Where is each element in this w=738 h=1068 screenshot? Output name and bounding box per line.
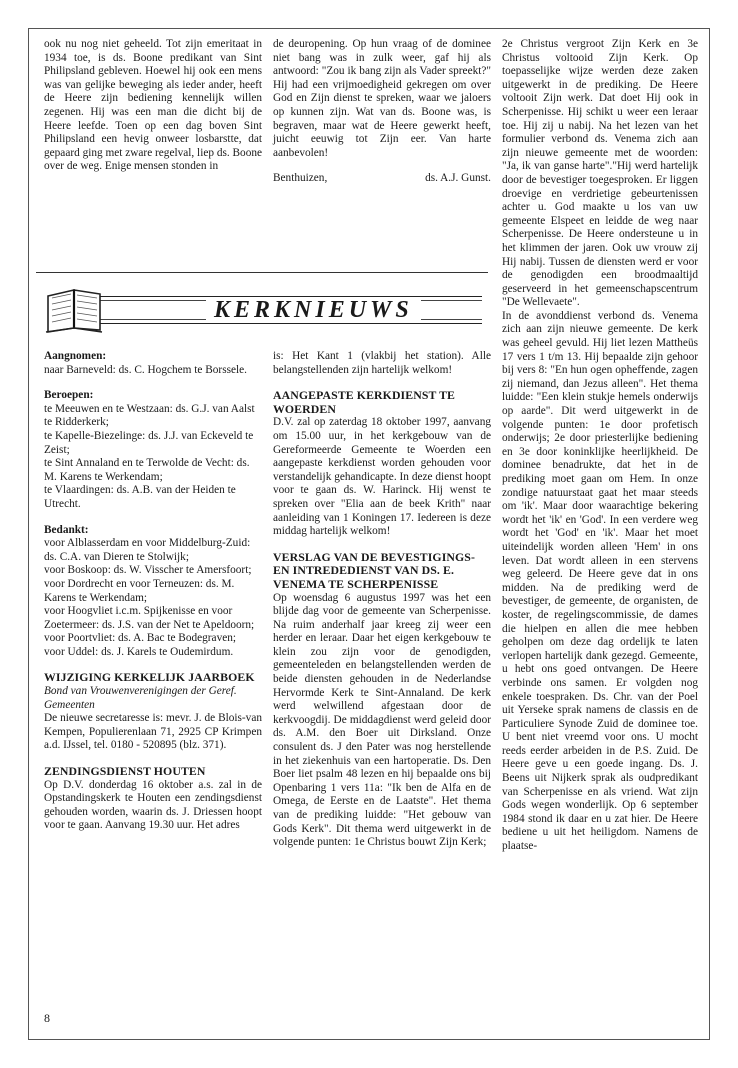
- zendingsdienst-continuation-paragraph: is: Het Kant 1 (vlakbij het station). Alle belangstellenden zijn hartelijk welkom!: [273, 350, 491, 376]
- list-item: voor Boskoop: ds. W. Visscher te Amersfoort;: [44, 564, 252, 577]
- section-banner-title: KERKNIEUWS: [206, 297, 421, 323]
- beroepen-section: [44, 389, 262, 511]
- verslag-paragraph: Op woensdag 6 augustus 1997 was het een blijde dag voor de gemeente van Scherpenisse. Na ruim anderhalf jaar kreeg zij weer een herder en leraar. Daar het eigen kerkgebouw te klein zou zijn voor de genodigden, gemeenteleden en belangstellenden werden de beide diensten gehouden in de Nederlandse Hervormde Kerk te Sint-Annaland. De kerk werd welwillend afgestaan door de kerkvoogdij. De middagdienst werd geleid door ds. A.M. den Boer uit Dirksland. Onze consulent ds. J den Pater was nog herstellende in het ziekenhuis van een hartoperatie. Ds. Den Boer liet psalm 48 lezen en hij bepaalde ons bij Openbaring 1 vers 11a: "Ik ben de Alfa en de Omega, de Eerste en de Laatste". Het thema van de prediking luidde: "Het gebouw van Gods Kerk". Dit thema werd uitgewerkt in de volgende punten: 1e Christus bouwt Zijn Kerk;: [273, 591, 491, 849]
- zendingsdienst-continuation: [273, 350, 491, 377]
- column-left: [44, 350, 262, 845]
- aangepaste-paragraph: D.V. zal op zaterdag 18 oktober 1997, aanvang om 15.00 uur, in het kerkgebouw van de Gereformeerde Gemeente te Woerden een aangepaste kerkdienst worden gehouden voor verstandelijk gehandicapte. In deze dienst hoopt voor te gaan ds. W. Harinck. Hij wenst te spreken over "Elia aan de beek Krith" naar aanleiding van 1 Koningen 17. Iedereen is deze middag hartelijk welkom!: [273, 416, 491, 538]
- section-divider: [36, 272, 488, 273]
- verslag-section: [273, 551, 491, 850]
- signature-place: Benthuizen,: [273, 172, 328, 185]
- list-item: voor Hoogvliet i.c.m. Spijkenisse en voor Zoetermeer: ds. J.S. van der Net te Apeldoorn;: [44, 605, 255, 631]
- article-continuation-paragraph: ook nu nog niet geheeld. Tot zijn emeritaat in 1934 toe, is ds. Boone predikant van Sint Philipsland gebleven. Hoewel hij ook een mens was van gelijke beweging als ieder ander, heeft de Heere zijn bediening kennelijk willen zegenen. Hij was een man die dicht bij de Heere leefde. Toen op een dag boven Sint Philipsland een hevig onweer losbarstte, dat gepaard ging met zware regelval, liep ds. Boone over de weg. Enige mensen stonden in: [44, 38, 263, 173]
- kerknieuws-banner: [36, 282, 488, 336]
- list-item: te Kapelle-Biezelinge: ds. J.J. van Eckeveld te Zeist;: [44, 429, 254, 456]
- verslag-heading: VERSLAG VAN DE BEVESTIGINGS- EN INTREDEDIENST VAN DS. E. VENEMA TE SCHERPENISSE: [273, 549, 475, 591]
- list-item: te Meeuwen en te Westzaan: ds. G.J. van Aalst te Ridderkerk;: [44, 402, 255, 429]
- column-middle: [273, 350, 491, 862]
- column-top-middle: [273, 38, 491, 186]
- zendingsdienst-heading: ZENDINGSDIENST HOUTEN: [44, 764, 206, 779]
- bedankt-section: [44, 524, 262, 660]
- aangenomen-heading: Aangnomen:: [44, 350, 107, 362]
- wijziging-section: [44, 671, 262, 753]
- beroepen-heading: Beroepen:: [44, 389, 94, 402]
- list-item: voor Dordrecht en voor Terneuzen: ds. M. Karens te Werkendam;: [44, 577, 235, 604]
- wijziging-heading: WIJZIGING KERKELIJK JAARBOEK: [44, 670, 255, 685]
- open-book-icon: [44, 282, 106, 336]
- list-item: voor Poortvliet: ds. A. Bac te Bodegraven;: [44, 632, 237, 645]
- signature-author: ds. A.J. Gunst.: [425, 172, 491, 185]
- wijziging-subheading: Bond van Vrouwenverenigingen der Geref. Gemeenten: [44, 685, 237, 711]
- list-item: voor Alblasserdam en voor Middelburg-Zuid: ds. C.A. van Dieren te Stolwijk;: [44, 537, 251, 563]
- signature-row: [273, 172, 491, 186]
- page-number: 8: [44, 1011, 50, 1025]
- column-top-left: [44, 38, 262, 174]
- aangepaste-heading: AANGEPASTE KERKDIENST TE WOERDEN: [273, 388, 456, 416]
- zendingsdienst-paragraph: Op D.V. donderdag 16 oktober a.s. zal in de Opstandingskerk te Houten een zendingsdienst gehouden worden, waarin ds. J. Driessen hoopt voor te gaan. Aanvang 19.30 uur. Het adres: [44, 778, 262, 832]
- list-item: voor Uddel: ds. J. Karels te Oudemirdum.: [44, 645, 234, 658]
- list-item: te Sint Annaland en te Terwolde de Vecht: ds. M. Karens te Werkendam;: [44, 457, 250, 483]
- article-closing-paragraph: de deuropening. Op hun vraag of de dominee niet bang was in zulk weer, gaf hij als antwoord: "Zou ik bang zijn als Vader spreekt?" Hij had een vrijmoedigheid gekregen om over God en Zijn dienst te spreken, waar we jaloers op kunnen zijn. Wat van ds. Boone was, is begraven, maar wat de Heere gewerkt heeft, juicht eeuwig tot Zijn eer. Van harte aanbevolen!: [273, 38, 491, 159]
- aangenomen-section: [44, 350, 262, 377]
- list-item: te Vlaardingen: ds. A.B. van der Heiden te Utrecht.: [44, 484, 236, 510]
- verslag-continuation-paragraph: 2e Christus vergroot Zijn Kerk en 3e Christus voltooid Zijn Kerk. Op toepasselijke wijze werden deze zaken uitgewerkt in de prediking. De Heere voltooit Zijn werk. Dat doet Hij ook in Scherpenisse. Hij schikt u weer een leraar toe. Hij zij u nabij. Na het lezen van het formulier verbond ds. Venema zich aan zijn nieuwe gemeente met de woorden: "Ja, ik van ganse harte"."Hij werd hartelijk door de bevestiger toegesproken. Er liggen droevige en verdrietige gebeurtenissen achter u. God maakte u los van uw gemeente Elspeet en leidde de weg naar Scherpenisse. De Heere ondersteune u in het klimmen der jaren. Ook uw vrouw zij Hij nabij. Tussen de diensten werd er voor de genodigden een broodmaaltijd geserveerd in het gemeenschapscentrum "De Wellevaete".: [502, 38, 698, 309]
- avonddienst-paragraph: In de avonddienst verbond ds. Venema zich aan zijn nieuwe gemeente. De kerk was geheel gevuld. Hij liet lezen Mattheüs 17 vers 1 t/m 13. Hij bepaalde zijn gehoor bij vers 8: "En hun ogen opheffende, zagen zij niemand, dan Jezus alleen". Het thema luidde: "Een klein stukje hemels onderwijs op aarde". Dit werd uitgewerkt in de volgende punten: 1e door profetisch onderwijs; 2e door priesterlijke bediening en 3e door koninklijke heerlijkheid. De dominee benadrukte, dat het in de prediking moet gaan om Hem. In onze zondige natuurstaat gaat het maar steeds om 'ik'. Maar door waarachtige bekering wordt het 'ik' en 'God'. In een verdere weg wordt het 'God' en 'ik'. Maar het moet uiteindelijk worden alleen 'Hem' in ons leven. Dat wordt alleen in een stervens weg geleerd. De Heere geve dat in ons midden. Na de prediking werd de bevestiger, de gemeente, de organisten, de koster, de regelingscommissie, de dames die hielpen en allen die mee hebben geholpen om deze dag ordelijk te laten verlopen hartelijk dank gezegd. Gemeente, u hebt ons goed ontvangen. De Heere verbinde ons samen. Er volgden nog enkele toespraken. Ds. Chr. van der Poel uit Yerseke sprak namens de classis en de Particuliere Synode Zuid de dominee toe. U bent niet vreemd voor ons. U mocht reeds eerder arbeiden in de P.S. Zuid. De Heere geve u een goede ingang. Ds. J. Beens uit Nijkerk sprak als oudpredikant van Scherpenisse en als vriend. Wat zijn Gods wegen wonderlijk. Op 6 september 1984 stond ik daar en u zat hier. De Heere bediene u uit het heiligdom. Namens de plaatse-: [502, 309, 698, 853]
- wijziging-paragraph: De nieuwe secretaresse is: mevr. J. de Blois-van Kempen, Populierenlaan 71, 2925 CP Krimpen a.d. IJssel, tel. 0180 - 520895 (blz. 371).: [44, 712, 262, 752]
- list-item: naar Barneveld: ds. C. Hogchem te Borssele.: [44, 363, 247, 376]
- zendingsdienst-section: [44, 765, 262, 833]
- aangepaste-section: [273, 389, 491, 539]
- bedankt-heading: Bedankt:: [44, 523, 89, 536]
- column-right: [502, 38, 698, 854]
